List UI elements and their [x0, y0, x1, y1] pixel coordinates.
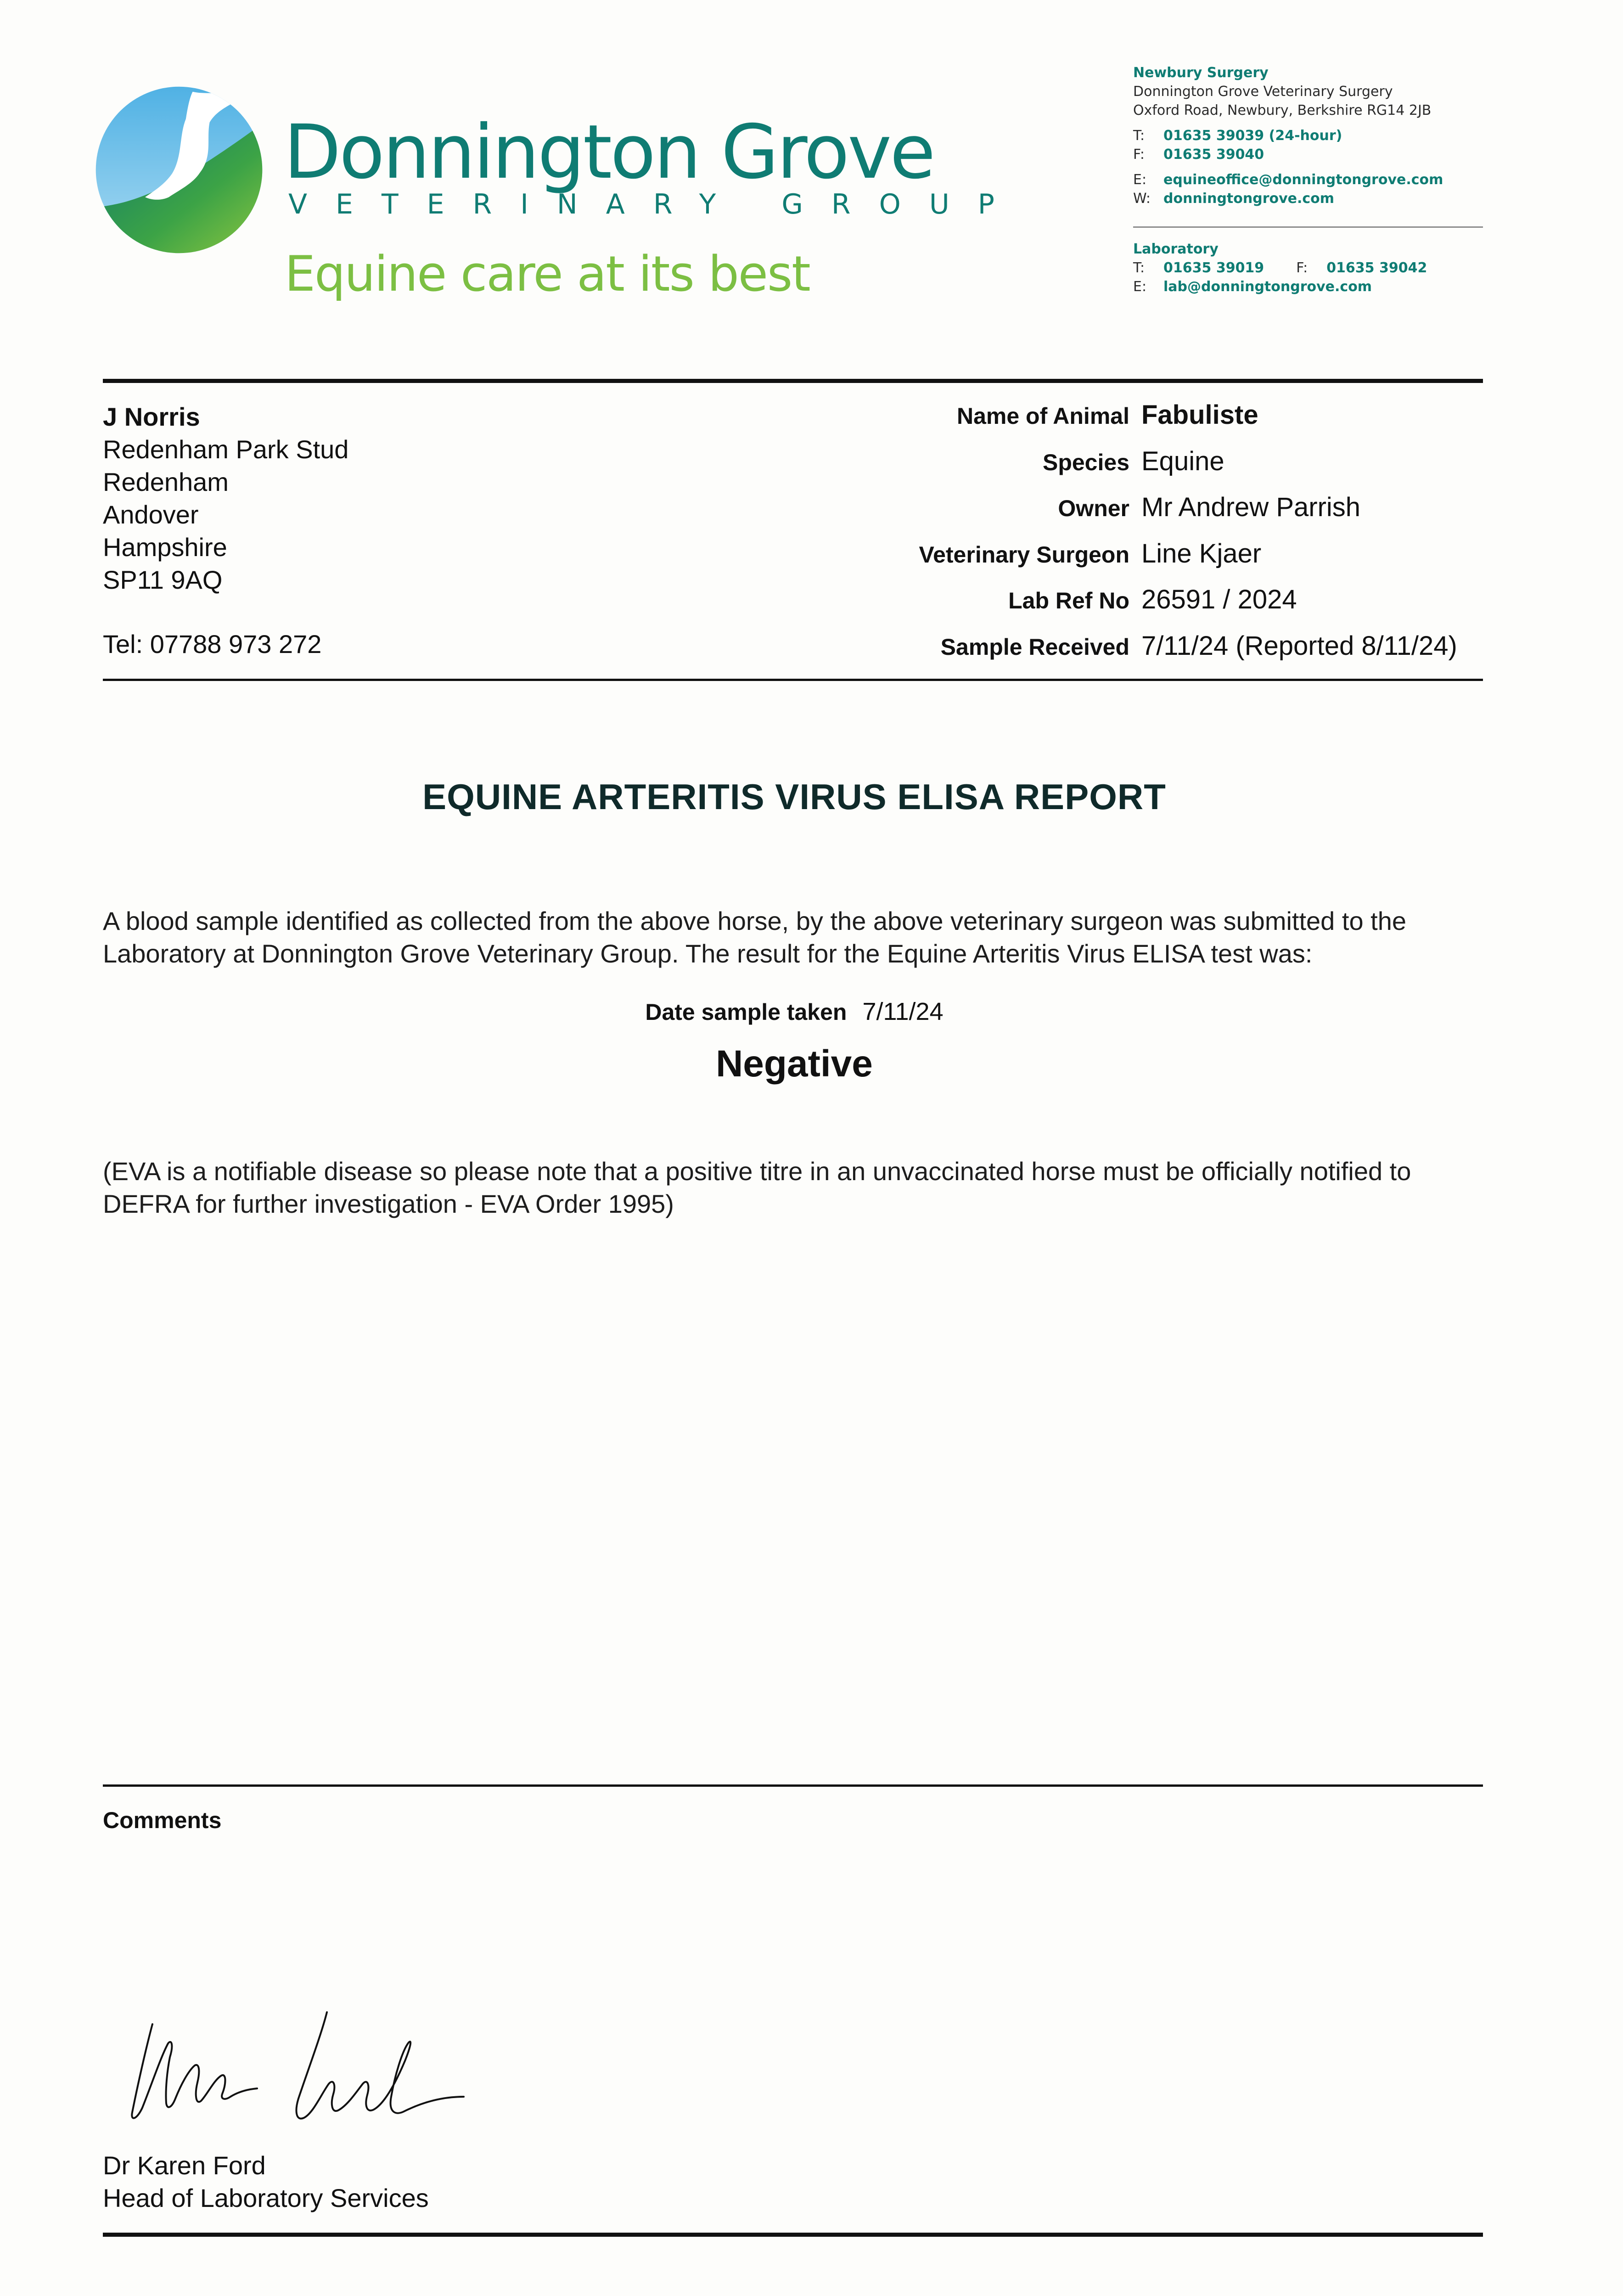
detail-label: Sample Received: [940, 634, 1129, 660]
lab-email-link[interactable]: lab@donningtongrove.com: [1163, 279, 1372, 295]
detail-row-owner: [781, 492, 1488, 538]
bottom-rule: [103, 2233, 1483, 2237]
species-value: Equine: [1141, 446, 1224, 476]
newbury-heading: Newbury Surgery: [1133, 65, 1269, 81]
web-label: W:: [1133, 191, 1151, 207]
practice-logo: [94, 85, 264, 255]
address-line: Redenham Park Stud: [103, 435, 349, 464]
detail-row-animal-name: [781, 400, 1488, 446]
date-sample-taken: [0, 997, 1589, 1026]
email-label: E:: [1133, 279, 1147, 295]
report-title: EQUINE ARTERITIS VIRUS ELISA REPORT: [422, 777, 1166, 817]
brand-name: Donnington Grove: [284, 109, 934, 196]
detail-row-lab-ref: [781, 584, 1488, 630]
address-line: Andover: [103, 500, 199, 529]
detail-label: Lab Ref No: [1008, 588, 1129, 613]
newbury-address-line1: Donnington Grove Veterinary Surgery: [1133, 84, 1393, 100]
sample-received-value: 7/11/24 (Reported 8/11/24): [1141, 630, 1457, 661]
detail-label: Name of Animal: [956, 403, 1129, 429]
recipient-name: J Norris: [103, 402, 200, 431]
newbury-surgery-contact: [1133, 63, 1443, 208]
detail-row-sample-received: [781, 630, 1488, 677]
owner-value: Mr Andrew Parrish: [1141, 492, 1361, 522]
detail-row-vet-surgeon: [781, 538, 1488, 585]
newbury-phone-link[interactable]: 01635 39039 (24-hour): [1163, 128, 1342, 144]
laboratory-contact: [1133, 240, 1427, 296]
notifiable-disease-note: (EVA is a notifiable disease so please note that a positive titre in an unvaccinated horse must be officially notified to DEFRA for further investigation - EVA Order 1995): [103, 1157, 1411, 1218]
date-sample-label: Date sample taken: [645, 999, 847, 1025]
detail-label: Owner: [1058, 495, 1129, 521]
newbury-email-link[interactable]: equineoffice@donningtongrove.com: [1163, 172, 1443, 188]
test-result: Negative: [716, 1043, 873, 1085]
date-sample-value: 7/11/24: [862, 998, 943, 1025]
laboratory-heading: Laboratory: [1133, 241, 1219, 257]
animal-name-value: Fabuliste: [1141, 400, 1258, 430]
lab-ref-value: 26591 / 2024: [1141, 585, 1297, 614]
fax-label: F:: [1133, 146, 1145, 163]
animal-details: [781, 400, 1488, 676]
top-rule: [103, 379, 1483, 383]
newbury-address-line2: Oxford Road, Newbury, Berkshire RG14 2JB: [1133, 102, 1432, 118]
signer-title: Head of Laboratory Services: [103, 2183, 429, 2212]
signature-image: [124, 2007, 477, 2144]
newbury-fax: 01635 39040: [1163, 146, 1264, 163]
comments-label: Comments: [103, 1807, 222, 1833]
recipient-telephone: Tel: 07788 973 272: [103, 630, 322, 658]
detail-label: Veterinary Surgeon: [919, 541, 1129, 568]
lab-fax: 01635 39042: [1326, 260, 1427, 276]
address-line: Hampshire: [103, 533, 227, 562]
comments-divider: [103, 1784, 1483, 1787]
signer-name: Dr Karen Ford: [103, 2151, 266, 2180]
signatory: [103, 2149, 429, 2214]
address-line: Redenham: [103, 467, 229, 496]
report-intro: A blood sample identified as collected from the above horse, by the above veterinary surgeon was submitted to the Laboratory at Donnington Grove Veterinary Group. The result for the Equine Arteritis Virus ELISA test was:: [103, 906, 1406, 968]
brand-tagline: Equine care at its best: [285, 246, 810, 302]
brand-subtitle: VETERINARY GROUP: [288, 188, 1023, 220]
lab-phone-link[interactable]: 01635 39019: [1163, 260, 1264, 276]
detail-row-species: [781, 446, 1488, 492]
email-label: E:: [1133, 172, 1147, 188]
website-link[interactable]: donningtongrove.com: [1163, 191, 1335, 207]
address-line: SP11 9AQ: [103, 565, 223, 594]
vet-surgeon-value: Line Kjaer: [1141, 538, 1262, 568]
detail-label: Species: [1042, 449, 1129, 475]
tel-label: T:: [1133, 260, 1145, 276]
recipient-address: [103, 400, 348, 596]
tel-label: T:: [1133, 128, 1145, 144]
details-divider: [103, 679, 1483, 681]
fax-label: F:: [1296, 260, 1308, 276]
header-divider: [1133, 226, 1483, 228]
